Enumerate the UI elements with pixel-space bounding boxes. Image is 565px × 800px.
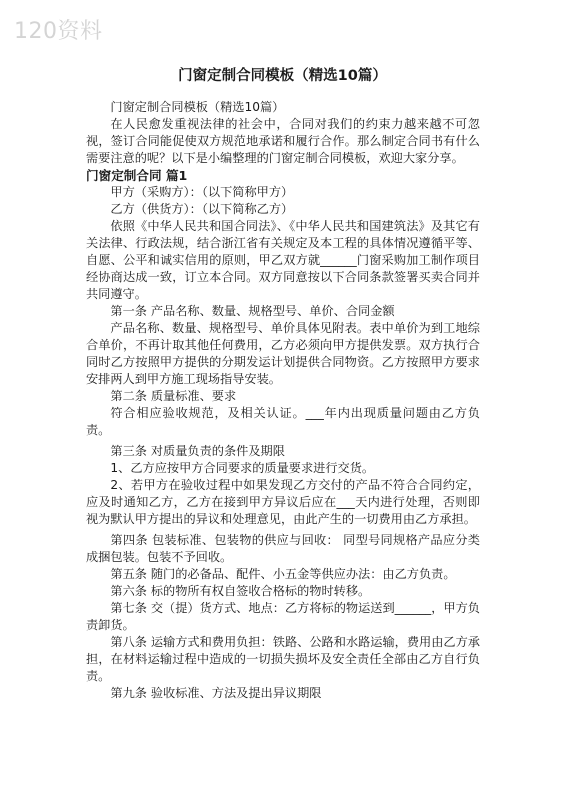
body-paragraph: 甲方（采购方）：（以下简称甲方） — [110, 185, 294, 199]
body-paragraph: 依照《中华人民共和国合同法》、《中华人民共和国建筑法》及其它有关法律、行政法规，结合浙江省有关规定及本工程的具体情况遵循平等、自愿、公平和诚实信用的原则，甲乙双方就______门窗采购加工制作项目经协商达成一致，订立本合同。双方同意按以下合同条款签署买卖合同并共同遵守。 — [86, 219, 480, 301]
body-paragraph: 产品名称、数量、规格型号、单价具体见附表。表中单价为到工地综合单价，不再计取其他任何费用，乙方必须向甲方提供发票。双方执行合同时乙方按照甲方提供的分期发运计划提供合同物资。乙方按照甲方要求安排两人到甲方施工现场指导安装。 — [86, 321, 480, 386]
body-paragraph: 2、若甲方在验收过程中如果发现乙方交付的产品不符合合同约定，应及时通知乙方，乙方在接到甲方异议后应在___天内进行处理，否则即视为默认甲方提出的异议和处理意见，由此产生的一切费用由乙方承担。 — [86, 478, 480, 526]
body-paragraph: 第七条 交（提）货方式、地点：乙方将标的物运送到______，甲方负责卸货。 — [86, 601, 480, 632]
body-paragraph: 在人民愈发重视法律的社会中，合同对我们的约束力越来越不可忽视，签订合同能促使双方规范地承诺和履行合作。那么制定合同书有什么需要注意的呢？以下是小编整理的门窗定制合同模板，欢迎大家分享。 — [86, 117, 480, 165]
body-paragraph: 符合相应验收规范，及相关认证。___年内出现质量问题由乙方负责。 — [86, 406, 480, 437]
watermark: 120资料 — [14, 19, 103, 44]
body-paragraph: 1、乙方应按甲方合同要求的质量要求进行交货。 — [110, 461, 375, 475]
body-paragraph: 第六条 标的物所有权自签收合格标的物时转移。 — [110, 584, 371, 598]
document-body — [86, 99, 480, 702]
body-paragraph: 第八条 运输方式和费用负担：铁路、公路和水路运输，费用由乙方承担，在材料运输过程中造成的一切损失损坏及安全责任全部由乙方自行负责。 — [86, 635, 480, 683]
body-paragraph: 第五条 随门的必备品、配件、小五金等供应办法：由乙方负责。 — [110, 567, 456, 581]
body-paragraph: 第三条 对质量负责的条件及期限 — [110, 444, 285, 458]
body-paragraph: 第九条 验收标准、方法及提出异议期限 — [110, 686, 322, 700]
section-heading: 门窗定制合同 篇1 — [86, 168, 188, 183]
body-paragraph: 乙方（供货方）：（以下简称乙方） — [110, 202, 294, 216]
body-paragraph: 第一条 产品名称、数量、规格型号、单价、合同金额 — [110, 304, 395, 318]
body-paragraph: 第二条 质量标准、要求 — [110, 389, 237, 403]
document-title: 门窗定制合同模板（精选10篇） — [178, 68, 387, 84]
body-paragraph: 门窗定制合同模板（精选10篇） — [110, 100, 285, 114]
body-paragraph: 第四条 包装标准、包装物的供应与回收： 同型号同规格产品应分类成捆包装。包装不予回收。 — [86, 533, 480, 564]
